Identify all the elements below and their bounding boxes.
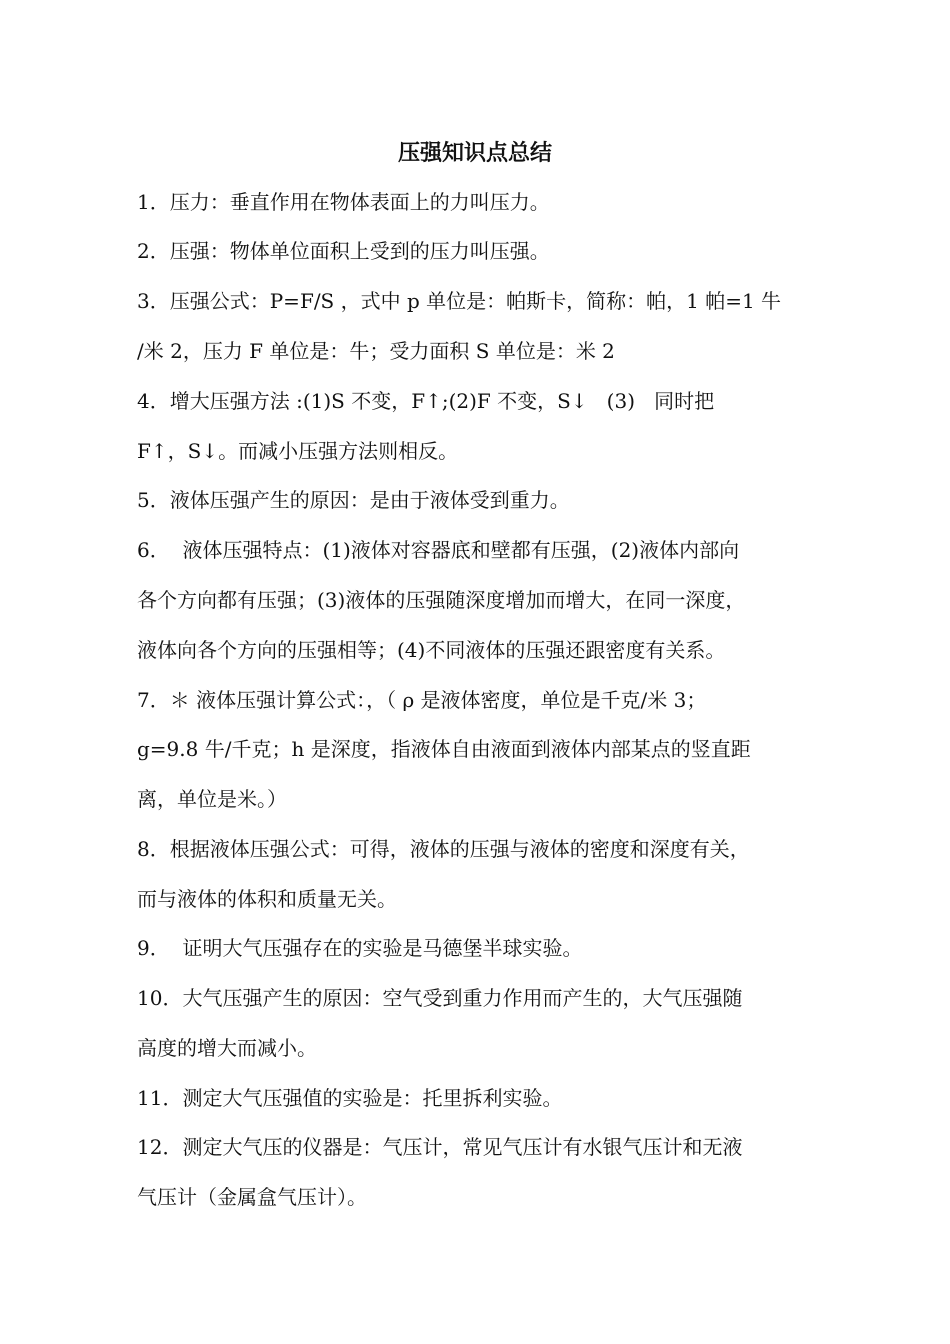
text-line: 1．压力：垂直作用在物体表面上的力叫压力。 bbox=[137, 190, 550, 214]
text-line: 7．＊ 液体压强计算公式：，（ ρ 是液体密度，单位是千克/米 3； bbox=[137, 688, 707, 712]
text-line: F↑，S↓。而减小压强方法则相反。 bbox=[137, 439, 459, 463]
text-line: 而与液体的体积和质量无关。 bbox=[137, 887, 397, 911]
text-line: 9． 证明大气压强存在的实验是马德堡半球实验。 bbox=[137, 936, 583, 960]
text-line: g=9.8 牛/千克；h 是深度，指液体自由液面到液体内部某点的竖直距 bbox=[137, 737, 751, 761]
text-line: 5．液体压强产生的原因：是由于液体受到重力。 bbox=[137, 488, 570, 512]
text-line: 气压计（金属盒气压计）。 bbox=[137, 1185, 367, 1209]
text-line: 3．压强公式：P=F/S ，式中 p 单位是：帕斯卡，简称：帕，1 帕=1 牛 bbox=[137, 289, 782, 313]
text-line: 4．增大压强方法 :(1)S 不变，F↑;(2)F 不变，S↓ (3) 同时把 bbox=[137, 389, 715, 413]
text-line: 8．根据液体压强公式：可得，液体的压强与液体的密度和深度有关， bbox=[137, 837, 750, 861]
text-line: 2．压强：物体单位面积上受到的压力叫压强。 bbox=[137, 239, 550, 263]
text-line: 12．测定大气压的仪器是：气压计，常见气压计有水银气压计和无液 bbox=[137, 1135, 743, 1159]
text-line: 各个方向都有压强；(3)液体的压强随深度增加而增大，在同一深度， bbox=[137, 588, 746, 612]
page-title: 压强知识点总结 bbox=[397, 140, 552, 166]
text-line: /米 2，压力 F 单位是：牛；受力面积 S 单位是：米 2 bbox=[137, 339, 615, 363]
text-line: 11．测定大气压强值的实验是：托里拆利实验。 bbox=[137, 1086, 563, 1110]
text-line: 6． 液体压强特点：(1)液体对容器底和壁都有压强，(2)液体内部向 bbox=[137, 538, 740, 562]
text-line: 液体向各个方向的压强相等；(4)不同液体的压强还跟密度有关系。 bbox=[137, 638, 726, 662]
text-line: 10．大气压强产生的原因：空气受到重力作用而产生的，大气压强随 bbox=[137, 986, 743, 1010]
text-line: 高度的增大而减小。 bbox=[137, 1036, 317, 1060]
text-line: 离，单位是米。） bbox=[137, 787, 287, 811]
